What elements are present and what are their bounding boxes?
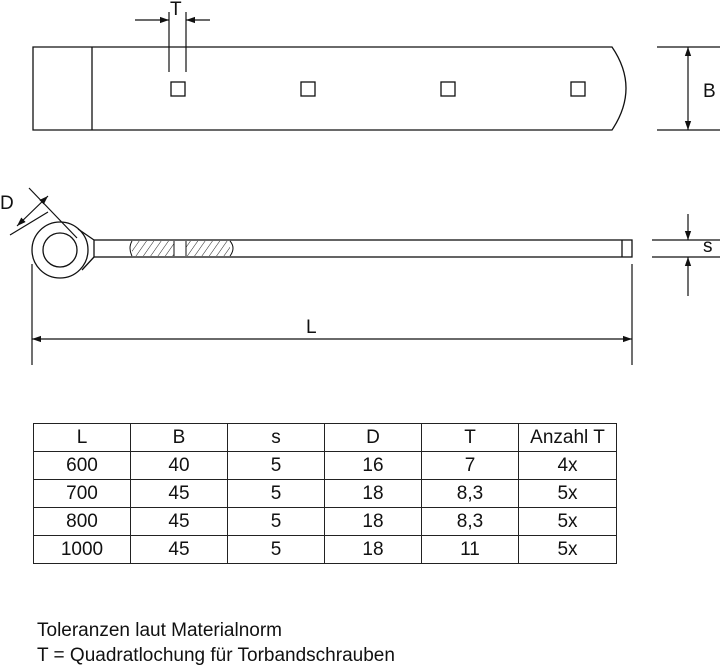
bar-profile [94, 240, 632, 257]
hole-note: T = Quadratlochung für Torbandschrauben [37, 645, 395, 666]
tolerance-note: Toleranzen laut Materialnorm [37, 620, 283, 641]
table-row [34, 508, 617, 536]
table-row [34, 452, 617, 480]
cell-L: 700 [34, 480, 131, 508]
cell-T: 8,3 [422, 480, 519, 508]
cell-L: 600 [34, 452, 131, 480]
dimension-s-label: s [703, 236, 713, 257]
hatch-section [132, 241, 174, 256]
square-hole [301, 82, 315, 96]
hatch-section [186, 241, 230, 256]
strap-outline [33, 47, 626, 130]
notes [37, 618, 395, 668]
cell-D: 18 [325, 508, 422, 536]
cell-B: 45 [131, 536, 228, 564]
table-header-row [34, 424, 617, 452]
square-hole [441, 82, 455, 96]
cell-T: 11 [422, 536, 519, 564]
header-s: s [228, 424, 325, 452]
dimension-table [33, 423, 617, 564]
dimension-B-label: B [703, 81, 716, 102]
cell-anzahl-T: 4x [519, 452, 617, 480]
cell-s: 5 [228, 508, 325, 536]
header-B: B [131, 424, 228, 452]
header-T: T [422, 424, 519, 452]
cell-B: 40 [131, 452, 228, 480]
square-hole [171, 82, 185, 96]
eye-inner [43, 233, 77, 267]
cell-s: 5 [228, 452, 325, 480]
cell-D: 18 [325, 536, 422, 564]
cell-anzahl-T: 5x [519, 480, 617, 508]
header-L: L [34, 424, 131, 452]
cell-L: 800 [34, 508, 131, 536]
cell-T: 8,3 [422, 508, 519, 536]
header-anzahl-T: Anzahl T [519, 424, 617, 452]
cell-D: 16 [325, 452, 422, 480]
dimension-T [135, 12, 210, 72]
cell-T: 7 [422, 452, 519, 480]
cell-s: 5 [228, 480, 325, 508]
table-row [34, 480, 617, 508]
dimension-T-label: T [170, 0, 182, 20]
cell-B: 45 [131, 480, 228, 508]
cell-anzahl-T: 5x [519, 508, 617, 536]
strap-top-view [33, 47, 626, 130]
strap-side-view [32, 222, 632, 278]
cell-L: 1000 [34, 536, 131, 564]
dimension-L [32, 264, 632, 365]
cell-s: 5 [228, 536, 325, 564]
table-row [34, 536, 617, 564]
cell-B: 45 [131, 508, 228, 536]
square-hole [571, 82, 585, 96]
dimension-D-label: D [0, 193, 14, 214]
cell-D: 18 [325, 480, 422, 508]
cell-anzahl-T: 5x [519, 536, 617, 564]
dimension-L-label: L [306, 317, 317, 338]
header-D: D [325, 424, 422, 452]
